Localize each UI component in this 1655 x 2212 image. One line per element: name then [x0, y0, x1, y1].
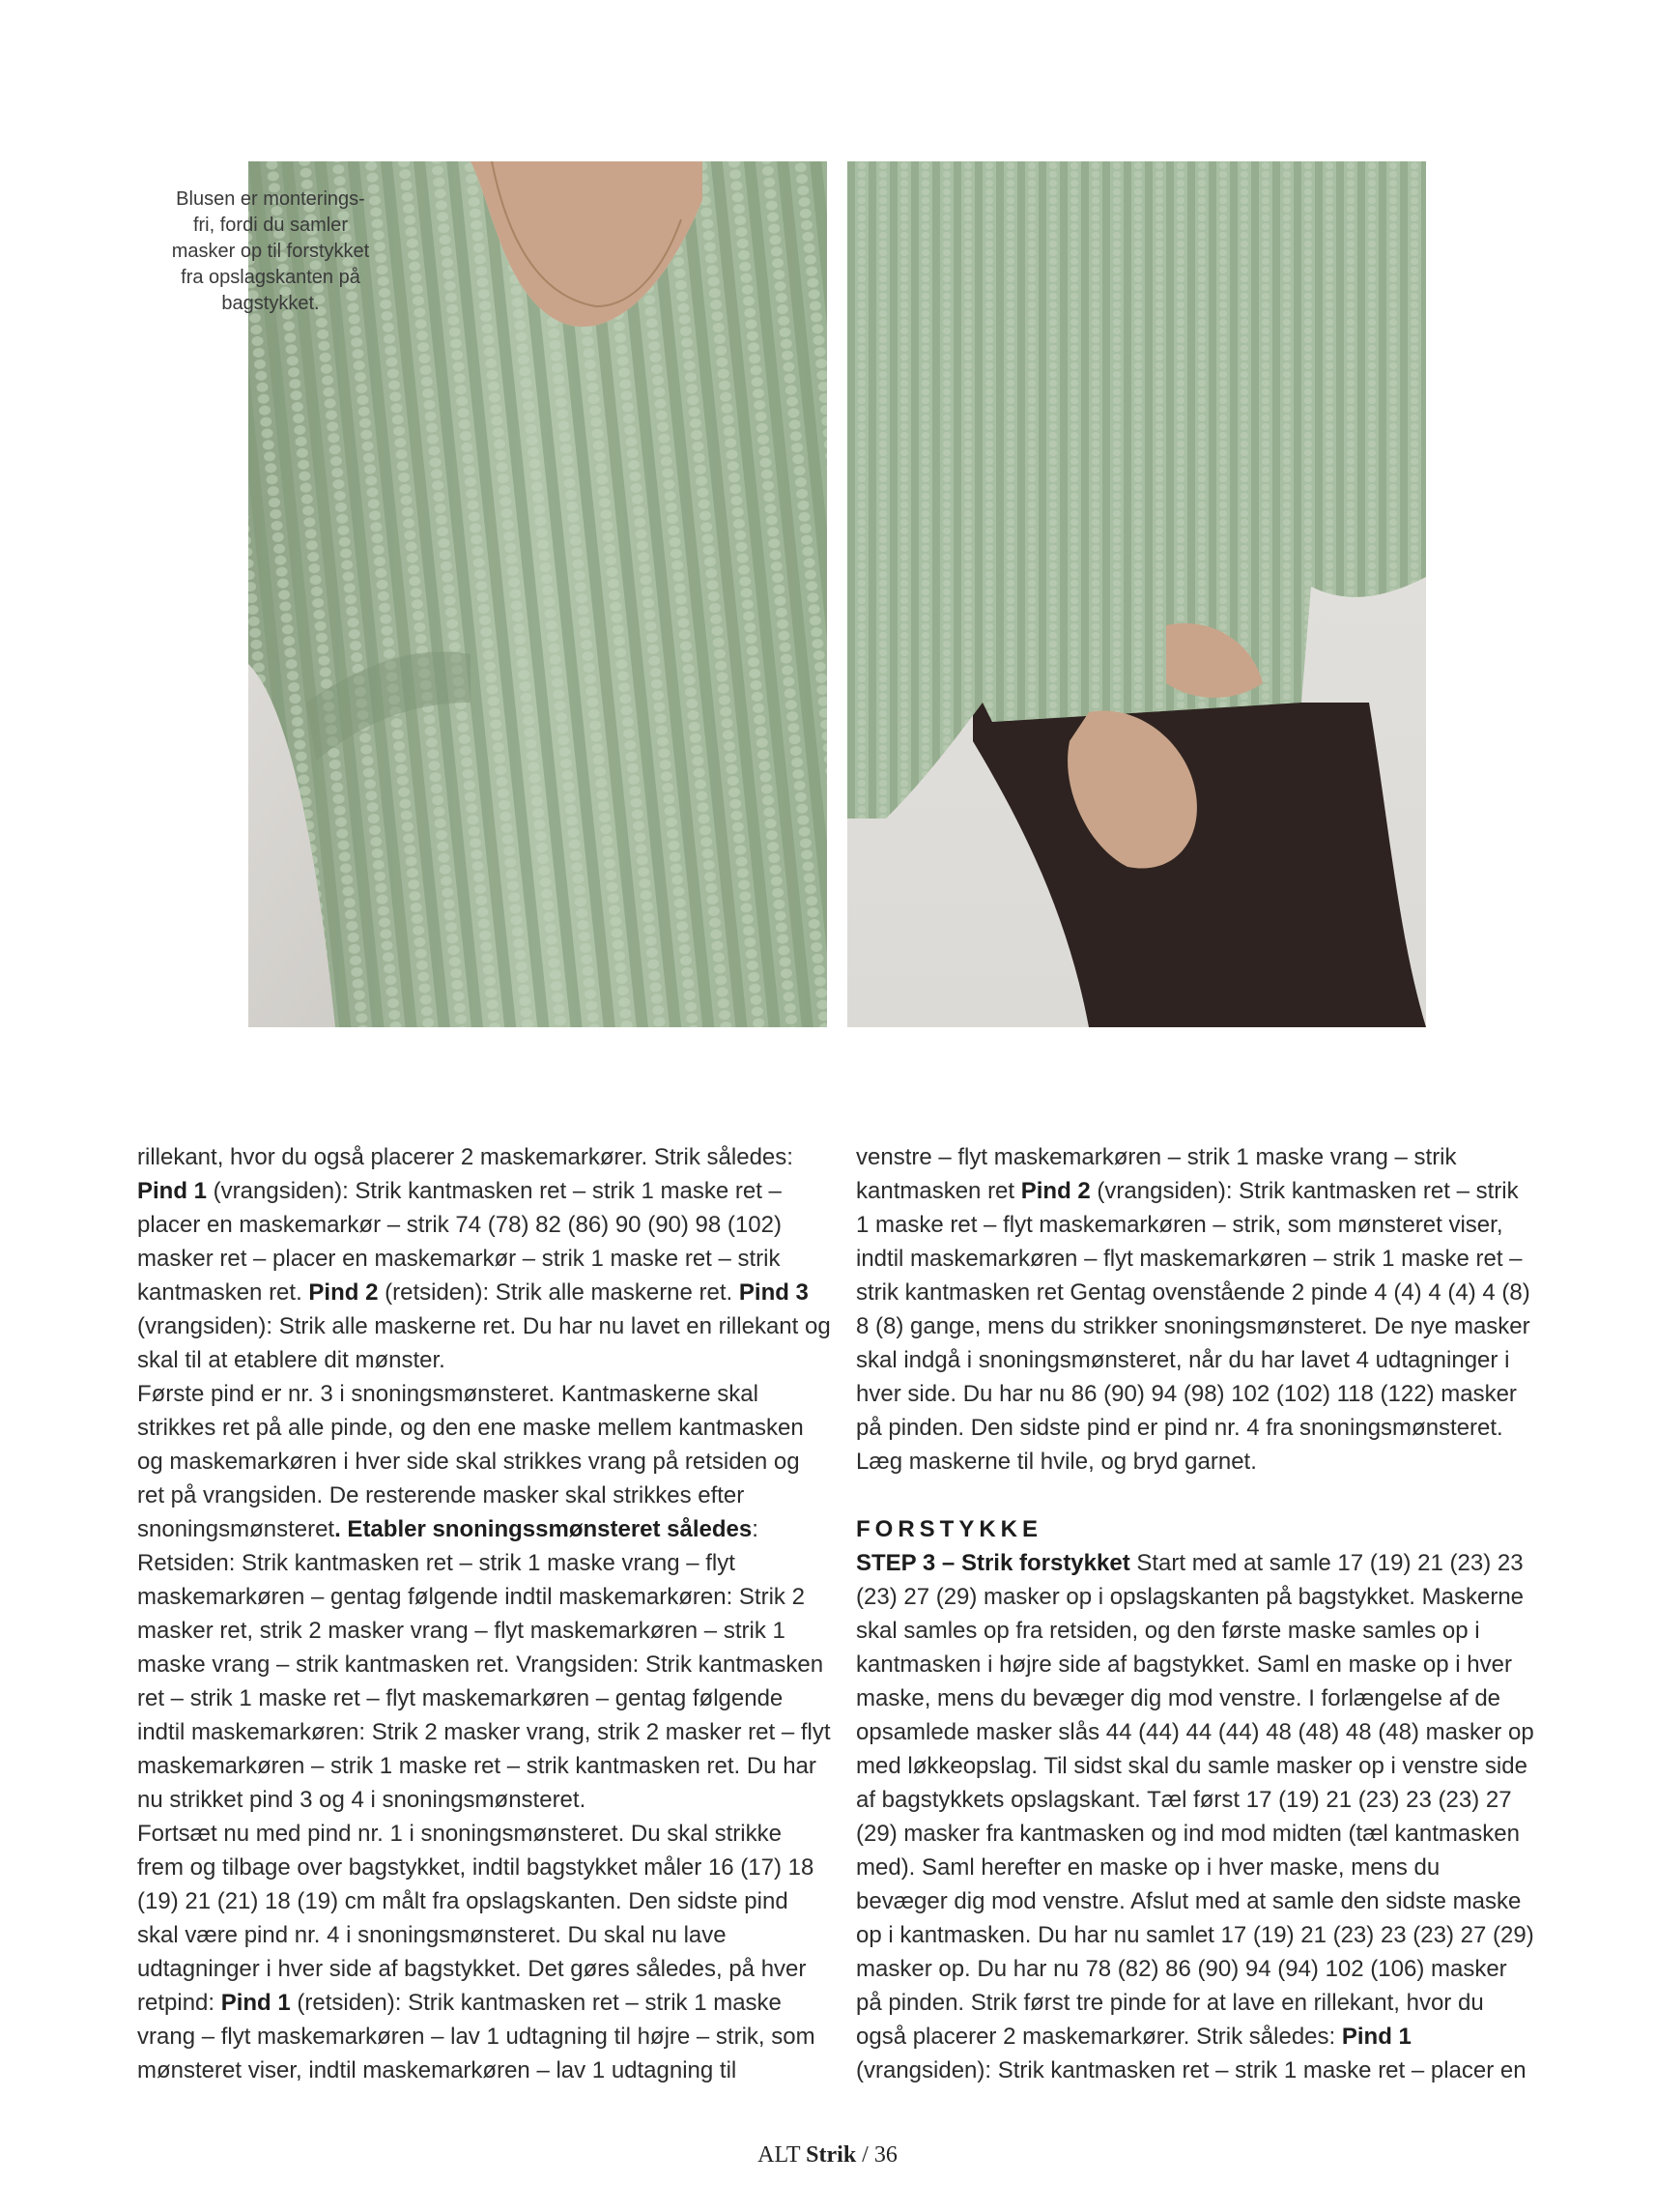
instructions-left-column [137, 1140, 833, 2087]
step-label: STEP 3 – Strik forstykket [856, 1550, 1130, 1576]
paragraph: Fortsæt nu med pind nr. 1 i snoningsmønsteret. Du skal strikke frem og tilbage over bagstykket, indtil bagstykket måler 16 (17) 18 (19) 21 (21) 18 (19) cm målt fra opslagskanten. Den sidste pind skal være pind nr. 4 i snoningsmønsteret. Du skal nu lave udtagninger i hver side af bagstykket. Det gøres således, på hver retpind: Pind 1 (retsiden): Strik kantmasken ret – strik 1 maske vrang – flyt maskemarkøren – lav 1 udtagning til højre – strik, som mønsteret viser, indtil maskemarkøren – lav 1 udtagning til [137, 1821, 815, 2083]
paragraph: venstre – flyt maskemarkøren – strik 1 maske vrang – strik kantmasken ret Pind 2 (vrangsiden): Strik kantmasken ret – strik 1 maske ret – flyt maskemarkøren – strik, som mønsteret viser, indtil maskemarkøren – flyt maskemarkøren – strik 1 maske ret – strik kantmasken ret Gentag ovenstående 2 pinde 4 (4) 4 (4) 4 (8) 8 (8) gange, mens du strikker snoningsmønsteret. De nye masker skal indgå i snoningsmønsteret, når du har lavet 4 udtagninger i hver side. Du har nu 86 (90) 94 (98) 102 (102) 118 (122) masker på pinden. Den sidste pind er pind nr. 4 fra snoningsmønsteret. Læg maskerne til hvile, og bryd garnet. [856, 1144, 1530, 1475]
pind-2-label: Pind 2 [308, 1279, 379, 1306]
magazine-name: ALT [757, 2142, 807, 2168]
page-footer [0, 2142, 1655, 2169]
pind-1-label: Pind 1 [220, 1990, 291, 2016]
photo-caption: Blusen er monterings- fri, fordi du samler masker op til forstykket fra opslagskanten på bagstykket. [171, 188, 370, 314]
sweater-model-photo [847, 161, 1426, 1027]
magazine-name-bold: Strik [806, 2142, 857, 2168]
pind-2-label: Pind 2 [1020, 1178, 1091, 1204]
separator: / [856, 2142, 874, 2168]
paragraph: rillekant, hvor du også placerer 2 maskemarkører. Strik således: Pind 1 (vrangsiden): Strik kantmasken ret – strik 1 maske ret – placer en maskemarkør – strik 74 (78) 82 (86) 90 (90) 98 (102) masker ret – placer en maskemarkør – strik 1 maske ret – strik kantmasken ret. Pind 2 (retsiden): Strik alle maskerne ret. Pind 3 (vrangsiden): Strik alle maskerne ret. Du har nu lavet en rillekant og skal til at etablere dit mønster. [137, 1144, 831, 1373]
paragraph: Første pind er nr. 3 i snoningsmønsteret. Kantmaskerne skal strikkes ret på alle pinde, og den ene maske mellem kantmasken og maskemarkøren i hver side skal strikkes vrang på retsiden og ret på vrangsiden. De resterende masker skal strikkes efter snoningsmønsteret. Etabler snoningssmønsteret således: Retsiden: Strik kantmasken ret – strik 1 maske vrang – flyt maskemarkøren – gentag følgende indtil maskemarkøren: Strik 2 masker ret, strik 2 masker vrang – flyt maskemarkøren – strik 1 maske vrang – strik kantmasken ret. Vrangsiden: Strik kantmasken ret – strik 1 maske ret – flyt maskemarkøren – gentag følgende indtil maskemarkøren: Strik 2 masker vrang, strik 2 masker ret – flyt maskemarkøren – strik 1 maske ret – strik kantmasken ret. Du har nu strikket pind 3 og 4 i snoningsmønsteret. [137, 1381, 831, 1813]
pattern-setup-label: . Etabler snoningssmønsteret således [334, 1516, 753, 1542]
pind-1-label: Pind 1 [1341, 2024, 1412, 2050]
pind-1-label: Pind 1 [137, 1178, 208, 1204]
pind-3-label: Pind 3 [738, 1279, 809, 1306]
section-heading: FORSTYKKE [856, 1516, 1043, 1542]
paragraph: STEP 3 – Strik forstykket Start med at samle 17 (19) 21 (23) 23 (23) 27 (29) masker op i opslagskanten på bagstykket. Maskerne skal samles op fra retsiden, og den første maske samles op i kantmasken i højre side af bagstykket. Saml en maske op i hver maske, mens du bevæger dig mod venstre. I forlængelse af de opsamlede masker slås 44 (44) 44 (44) 48 (48) 48 (48) masker op med løkkeopslag. Til sidst skal du samle masker op i venstre side af bagstykkets opslagskant. Tæl først 17 (19) 21 (23) 23 (23) 27 (29) masker fra kantmasken og ind mod midten (tæl kantmasken med). Saml herefter en maske op i hver maske, mens du bevæger dig mod venstre. Afslut med at samle den sidste maske op i kantmasken. Du har nu samlet 17 (19) 21 (23) 23 (23) 27 (29) masker op. Du har nu 78 (82) 86 (90) 94 (94) 102 (106) masker på pinden. Strik først tre pinde for at lave en rillekant, hvor du også placerer 2 maskemarkører. Strik således: Pind 1 (vrangsiden): Strik kantmasken ret – strik 1 maske ret – placer en [856, 1550, 1534, 2083]
instructions-right-column [856, 1140, 1537, 2087]
page-number: 36 [873, 2142, 898, 2168]
